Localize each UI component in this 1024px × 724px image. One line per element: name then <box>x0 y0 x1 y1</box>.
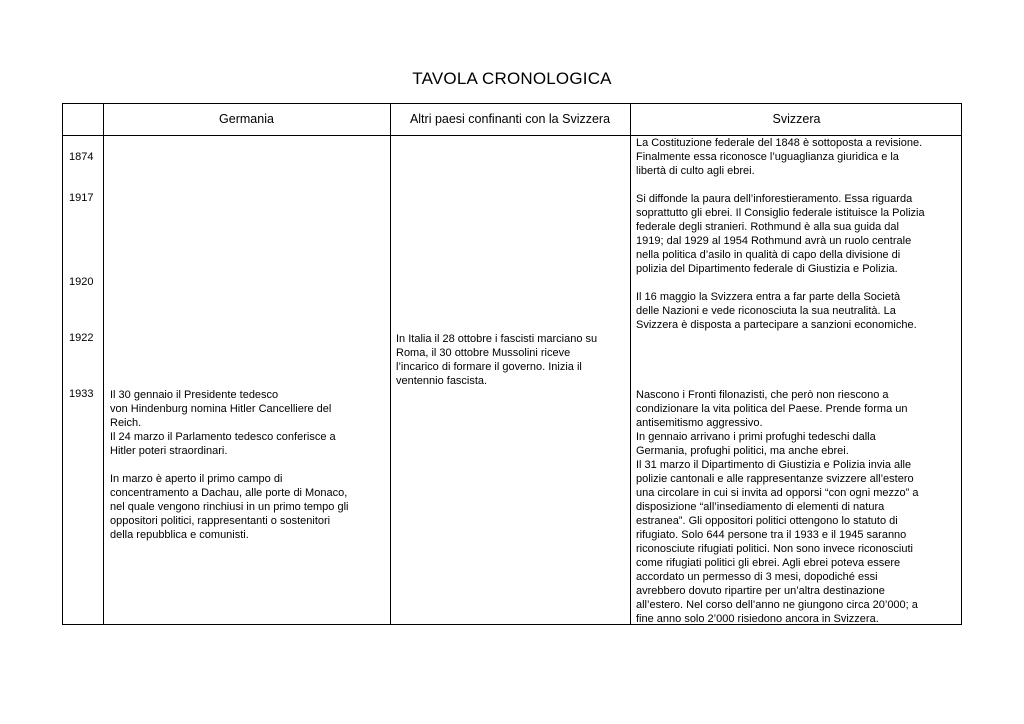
column-divider <box>630 104 631 624</box>
svizzera-1917-text: Si diffonde la paura dell’inforestieramento. Essa riguarda soprattutto gli ebrei. Il Consiglio federale istituisce la Polizia federale degli stranieri. Rothmund è alla sua guida dal 1919; dal 1929 al 1954 Rothmund avrà un ruolo centrale nella politica d’asilo in qualità di capo della divisione di polizia del Dipartimento federale di Giustizia e Polizia. <box>636 193 925 275</box>
germania-1933-text-a: Il 30 gennaio il Presidente tedesco von Hindenburg nomina Hitler Cancelliere del Reich. Il 24 marzo il Parlamento tedesco conferisce a Hitler poteri straordinari. <box>110 389 336 457</box>
year-1933: 1933 <box>69 388 94 400</box>
year-1917: 1917 <box>69 192 94 204</box>
svizzera-1933-text: Nascono i Fronti filonazisti, che però non riescono a condizionare la vita politica del Paese. Prende forma un antisemitismo aggressivo. In gennaio arrivano i primi profughi tedeschi dalla Germania, profughi politici, ma anche ebrei. Il 31 marzo il Dipartimento di Giustizia e Polizia invia alle polizie cantonali e alle rappresentanze svizzere all’estero una circolare in cui si invita ad opporsi “con ogni mezzo” a disposizione “all’insediamento di elementi di natura estranea”. Gli oppositori politici ottengono lo statuto di rifugiato. Solo 644 persone tra il 1933 e il 1945 saranno riconosciute rifugiati politici. Non sono invece riconosciuti come rifugiati politici gli ebrei. Agli ebrei poteva essere accordato un permesso di 3 mesi, dopodiché essi avrebbero dovuto ripartire per un’altra destinazione all’estero. Nel corso dell’anno ne giungono circa 20’000; a fine anno solo 2’000 risiedono ancora in Svizzera. <box>636 389 919 625</box>
year-1920: 1920 <box>69 276 94 288</box>
year-1922: 1922 <box>69 332 94 344</box>
chronology-table <box>62 103 962 625</box>
column-divider <box>390 104 391 624</box>
header-altri-paesi: Altri paesi confinanti con la Svizzera <box>409 112 611 126</box>
header-germania: Germania <box>219 112 274 126</box>
altri-paesi-1922-text: In Italia il 28 ottobre i fascisti marciano su Roma, il 30 ottobre Mussolini riceve l’incarico di formare il governo. Inizia il ventennio fascista. <box>396 333 598 387</box>
germania-1933-text-b: In marzo è aperto il primo campo di concentramento a Dachau, alle porte di Monaco, nel quale vengono rinchiusi in un primo tempo gli oppositori politici, rappresentanti o sostenitori della repubblica e comunisti. <box>110 473 349 541</box>
header-svizzera: Svizzera <box>772 112 821 126</box>
svizzera-1874-text: La Costituzione federale del 1848 è sottoposta a revisione. Finalmente essa riconosce l’uguaglianza giuridica e la libertà di culto agli ebrei. <box>636 137 923 177</box>
year-1874: 1874 <box>69 151 94 163</box>
svizzera-1920-text: Il 16 maggio la Svizzera entra a far parte della Società delle Nazioni e vede riconosciuta la sua neutralità. La Svizzera è disposta a partecipare a sanzioni economiche. <box>636 291 917 331</box>
header-year <box>63 104 103 135</box>
column-divider <box>103 104 104 624</box>
document-title: TAVOLA CRONOLOGICA <box>412 69 612 88</box>
